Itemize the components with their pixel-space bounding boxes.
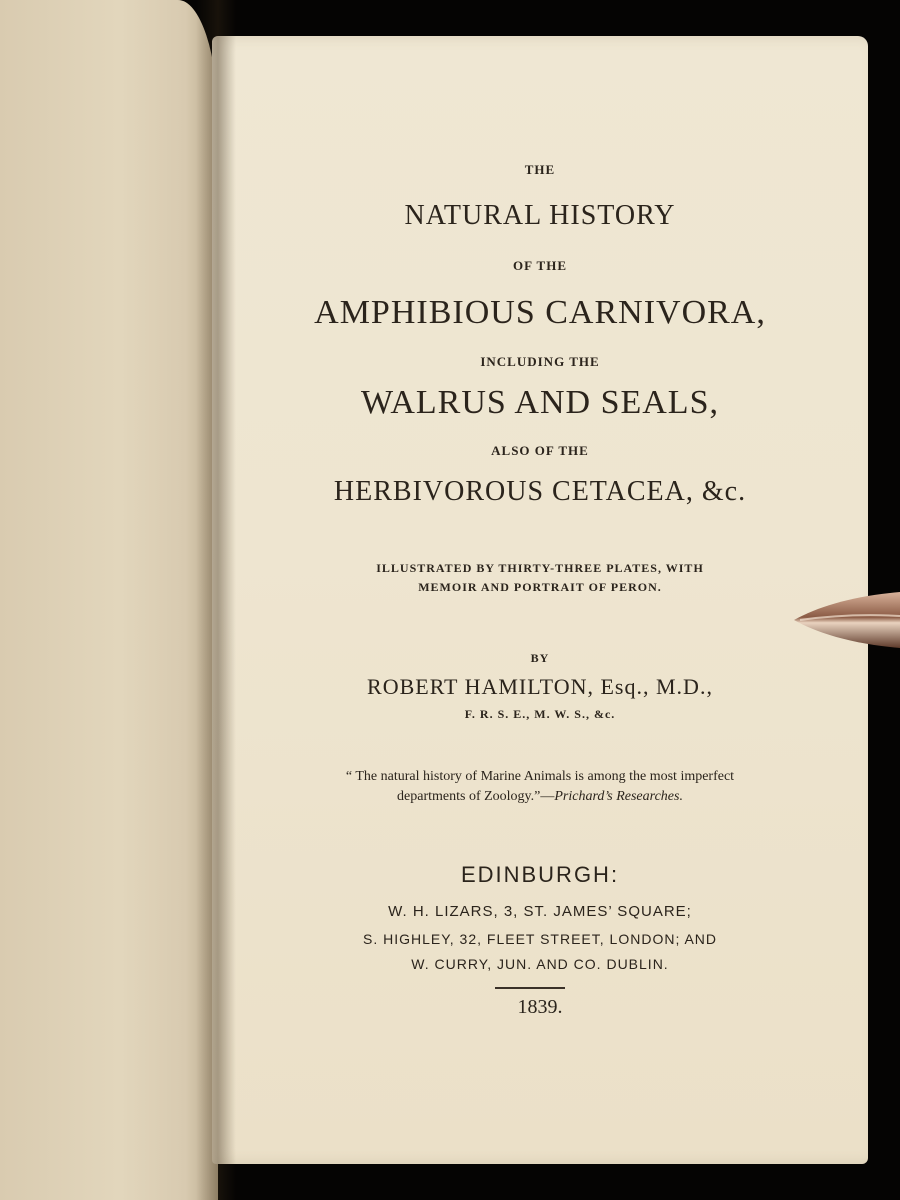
imprint-rule	[495, 987, 565, 989]
publication-year: 1839.	[517, 996, 563, 1018]
title-amphibious-carnivora: AMPHIBIOUS CARNIVORA,	[314, 294, 766, 331]
metal-pointer-icon	[794, 592, 900, 648]
title-walrus-and-seals: WALRUS AND SEALS,	[361, 384, 719, 421]
title-also-of-the: ALSO OF THE	[491, 443, 589, 458]
epigraph-line-2	[212, 789, 868, 805]
title-the: THE	[524, 162, 556, 177]
epigraph-line-1: “ The natural history of Marine Animals is among the most imperfect	[345, 769, 735, 784]
author-credentials: F. R. S. E., M. W. S., &c.	[464, 707, 616, 721]
publisher-line-2: S. HIGHLEY, 32, FLEET STREET, LONDON; AND	[362, 931, 718, 947]
title-natural-history: NATURAL HISTORY	[404, 200, 676, 231]
illustrated-line-1: ILLUSTRATED BY THIRTY-THREE PLATES, WITH	[376, 561, 704, 575]
publisher-line-3: W. CURRY, JUN. AND CO. DUBLIN.	[411, 956, 669, 972]
title-herbivorous-cetacea: HERBIVOROUS CETACEA, &c.	[333, 476, 747, 507]
title-including-the: INCLUDING THE	[480, 354, 600, 369]
title-page	[212, 36, 868, 1164]
publisher-line-1: W. H. LIZARS, 3, ST. JAMES’ SQUARE;	[388, 903, 692, 920]
imprint-city: EDINBURGH:	[460, 862, 620, 887]
gutter-shadow	[196, 0, 236, 1200]
author-name: ROBERT HAMILTON, Esq., M.D.,	[367, 674, 713, 699]
epigraph-text: departments of Zoology.”—	[397, 789, 555, 804]
left-page	[0, 0, 218, 1200]
by-label: BY	[530, 651, 550, 665]
illustrated-line-2: MEMOIR AND PORTRAIT OF PERON.	[418, 580, 662, 594]
title-of-the: OF THE	[512, 258, 568, 273]
epigraph-source: Prichard’s Researches.	[554, 789, 683, 804]
